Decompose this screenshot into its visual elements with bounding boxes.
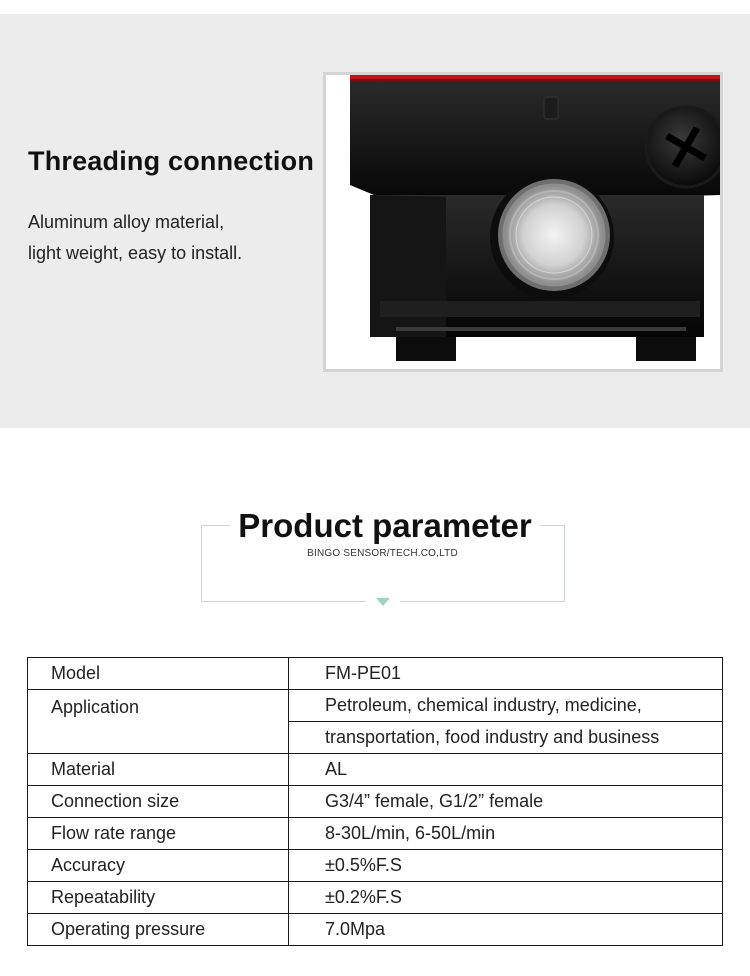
triangle-down-icon <box>376 598 390 606</box>
spec-label-material: Material <box>28 754 289 786</box>
spec-value-application-line-2: transportation, food industry and business <box>289 722 723 754</box>
feature-description-line-1: Aluminum alloy material, <box>28 212 225 232</box>
feature-description-line-2: light weight, easy to install. <box>28 243 243 263</box>
spec-value-operating-pressure: 7.0Mpa <box>289 914 723 946</box>
spec-label-operating-pressure: Operating pressure <box>28 914 289 946</box>
table-row <box>28 786 723 818</box>
spec-table <box>27 657 723 946</box>
spec-label-model: Model <box>28 658 289 690</box>
table-row <box>28 754 723 786</box>
table-row <box>28 914 723 946</box>
spec-value-accuracy: ±0.5%F.S <box>289 850 723 882</box>
spec-label-accuracy: Accuracy <box>28 850 289 882</box>
spec-label-flow-rate-range: Flow rate range <box>28 818 289 850</box>
spec-label-application: Application <box>28 690 289 754</box>
table-row <box>28 850 723 882</box>
table-row <box>28 658 723 690</box>
table-row <box>28 818 723 850</box>
feature-title: Threading connection <box>28 146 315 176</box>
spec-label-repeatability: Repeatability <box>28 882 289 914</box>
product-photo <box>323 72 723 372</box>
spec-value-model: FM-PE01 <box>289 658 723 690</box>
table-row <box>28 882 723 914</box>
section-subtitle: BINGO SENSOR/TECH.CO,LTD <box>307 548 458 559</box>
section-title: Product parameter <box>230 506 540 546</box>
spec-value-material: AL <box>289 754 723 786</box>
threaded-port-photo-icon <box>326 75 720 369</box>
spec-value-flow-rate-range: 8-30L/min, 6-50L/min <box>289 818 723 850</box>
table-row <box>28 690 723 722</box>
spec-value-application-line-1: Petroleum, chemical industry, medicine, <box>289 690 723 722</box>
spec-value-repeatability: ±0.2%F.S <box>289 882 723 914</box>
spec-value-connection-size: G3/4” female, G1/2” female <box>289 786 723 818</box>
spec-label-connection-size: Connection size <box>28 786 289 818</box>
feature-description <box>28 207 242 269</box>
